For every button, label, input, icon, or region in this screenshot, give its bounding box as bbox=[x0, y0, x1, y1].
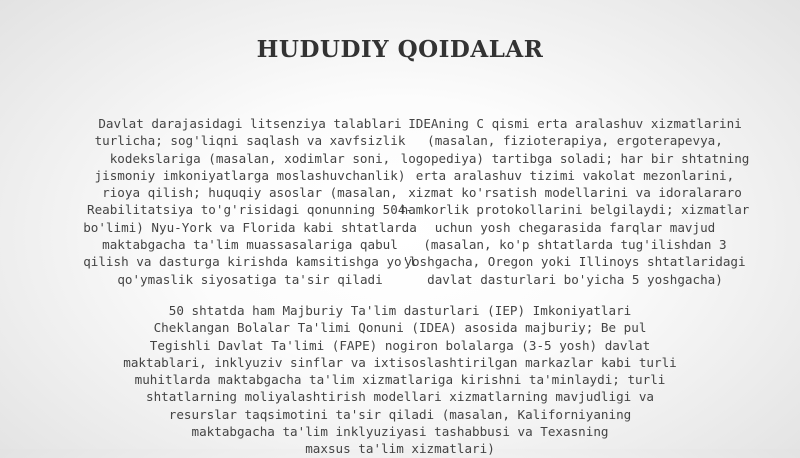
text-line: maktabgacha ta'lim inklyuziyasi tashabbusi va Texasning bbox=[191, 424, 609, 440]
text-line: uchun yosh chegarasida farqlar mavjud bbox=[434, 219, 716, 235]
text-line: (masalan, ko'p shtatlarda tug'ilishdan 3 bbox=[423, 237, 727, 253]
text-line: hamkorlik protokollarini belgilaydi; xizmatlar bbox=[400, 202, 750, 218]
text-line: erta aralashuv tizimi vakolat mezonlarini, bbox=[415, 167, 735, 183]
text-line: Reabilitatsiya to'g'risidagi qonunning 504- bbox=[86, 202, 414, 218]
text-line: 50 shtatda ham Majburiy Ta'lim dasturlari (IEP) Imkoniyatlari bbox=[168, 303, 632, 318]
right-column-text bbox=[395, 115, 755, 288]
text-line: muhitlarda maktabgacha ta'lim xizmatlariga kirishni ta'minlaydi; turli bbox=[134, 372, 666, 388]
text-line: jismoniy imkoniyatlarga moslashuvchanlik) bbox=[94, 167, 406, 183]
text-line: yoshgacha, Oregon yoki Illinoys shtatlaridagi bbox=[404, 254, 746, 270]
text-line: xizmat ko'rsatish modellarini va idoralararo bbox=[408, 185, 742, 201]
text-line: qilish va dasturga kirishda kamsitishga yo'l bbox=[83, 254, 417, 270]
text-line: bo'limi) Nyu-York va Florida kabi shtatlarda bbox=[83, 219, 417, 235]
left-column-text bbox=[65, 115, 435, 288]
bottom-paragraph-text bbox=[120, 302, 680, 458]
text-line: logopediya) tartibga soladi; har bir shtatning bbox=[400, 150, 750, 166]
text-line: kodekslariga (masalan, xodimlar soni, bbox=[109, 150, 391, 166]
text-line: turlicha; sog'liqni saqlash va xavfsizlik bbox=[94, 133, 406, 149]
text-line: Davlat darajasidagi litsenziya talablari bbox=[98, 116, 402, 131]
text-line: resurslar taqsimotini ta'sir qiladi (masalan, Kaliforniyaning bbox=[168, 406, 632, 422]
text-line: maktabgacha ta'lim muassasalariga qabul bbox=[102, 237, 398, 253]
text-line: maktablari, inklyuziv sinflar va ixtisoslashtirilgan markazlar kabi turli bbox=[123, 354, 677, 370]
slide-title: HUDUDIY QOIDALAR bbox=[256, 36, 544, 63]
text-line: IDEAning C qismi erta aralashuv xizmatlarini bbox=[408, 116, 742, 131]
text-line: davlat dasturlari bo'yicha 5 yoshgacha) bbox=[427, 271, 723, 287]
text-line: Cheklangan Bolalar Ta'limi Qonuni (IDEA) asosida majburiy; Be pul bbox=[153, 320, 647, 336]
text-line: rioya qilish; huquqiy asoslar (masalan, bbox=[102, 185, 398, 201]
text-line: maxsus ta'lim xizmatlari) bbox=[305, 441, 495, 457]
text-line: shtatlarning moliyalashtirish modellari xizmatlarning mavjudligi va bbox=[146, 389, 654, 405]
text-line: Tegishli Davlat Ta'limi (FAPE) nogiron bolalarga (3-5 yosh) davlat bbox=[149, 337, 651, 353]
text-line: (masalan, fizioterapiya, ergoterapevya, bbox=[427, 133, 723, 149]
text-line: qo'ymaslik siyosatiga ta'sir qiladi bbox=[117, 271, 383, 287]
